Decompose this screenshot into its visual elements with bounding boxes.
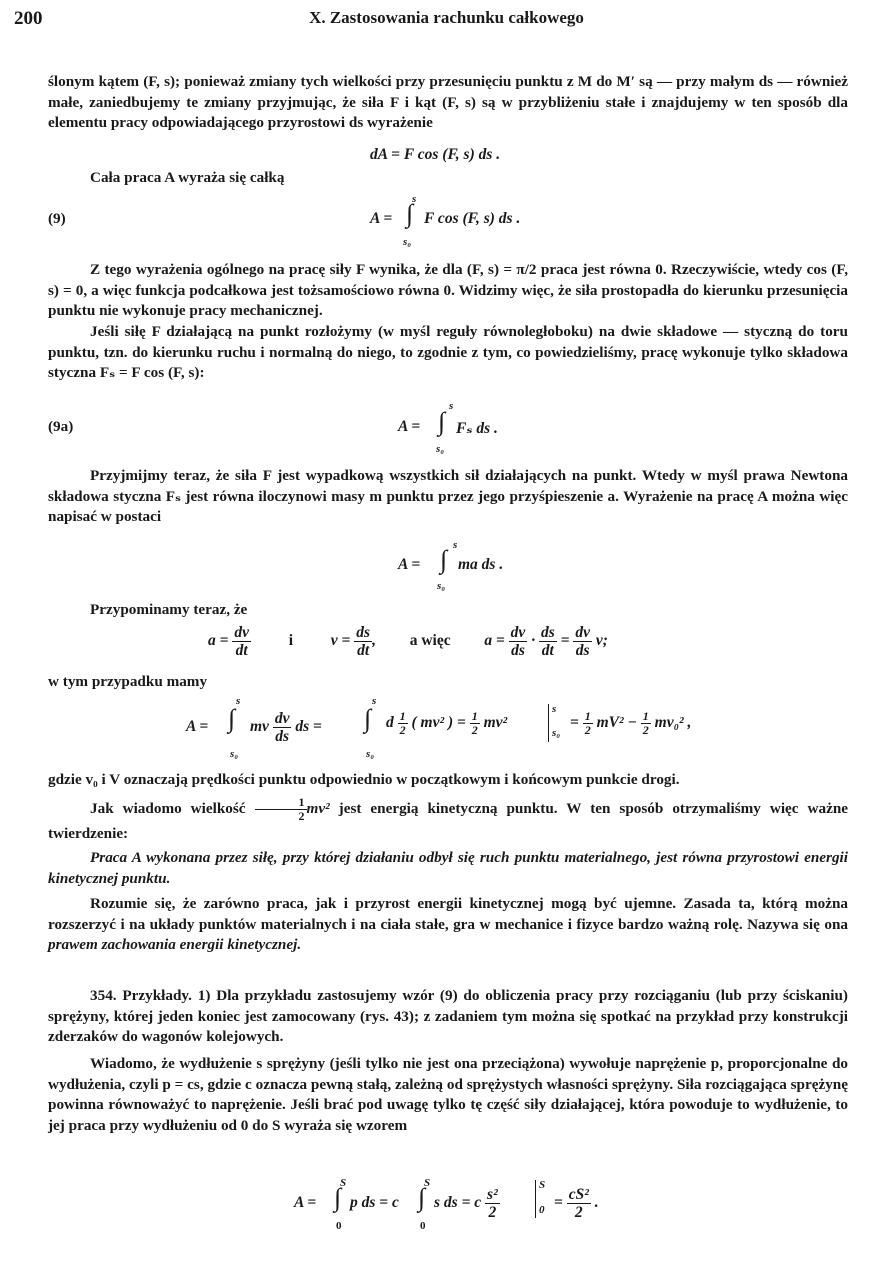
big-eq-part3: = $\frac{1}{2}$ mV² − $\frac{1}{2}$ mv₀² , (570, 709, 692, 737)
spring-eval-upper: S (539, 1179, 546, 1191)
big-int1-upper: s (236, 695, 241, 707)
equation-9a-label: (9a) (48, 418, 74, 435)
spring-int1-sign: ∫ (334, 1183, 342, 1212)
paragraph-7: w tym przypadku mamy (48, 673, 208, 690)
spring-part2: s ds = c $\frac{\text{s²}}{2}$ (434, 1186, 498, 1221)
spring-A-left: A = (294, 1194, 317, 1211)
eq9-body: F cos (F, s) ds . (424, 210, 521, 227)
equation-dA: dA = F cos (F, s) ds . (370, 146, 501, 163)
eq-ma-integral-sign: ∫ (440, 545, 448, 574)
frac-dv-dt: $\frac{dv}{dt}$ (234, 624, 249, 659)
spring-part3: = $\frac{\text{cS²}}{2}$ . (554, 1186, 599, 1221)
paragraph-8: gdzie v₀ i V oznaczają prędkości punktu odpowiednio w początkowym i końcowym punkcie drogi. (48, 771, 680, 788)
frac-half-3: $\frac{1}{2}$ (584, 709, 591, 737)
principle-name: prawem zachowania energii kinetycznej. (48, 936, 302, 953)
eq-v-lhs: v = (330, 632, 351, 650)
frac-half-1: $\frac{1}{2}$ (399, 709, 406, 737)
evaluation-bar (548, 704, 549, 742)
frac-ds-dt-2: $\frac{ds}{dt}$ (540, 624, 555, 659)
frac-half-4: $\frac{1}{2}$ (642, 709, 649, 737)
eq-derivatives: a = $\frac{dv}{dt}$ i v = $\frac{ds}{dt}$ , a więc a = $\frac{dv}{ds}$ · $\frac{ds}{dt}$ = $\frac{dv}{ds}$ v; (208, 624, 608, 659)
eq9a-body: Fₛ ds . (456, 420, 498, 437)
eq9-left: A = (370, 210, 393, 227)
spring-int2-sign: ∫ (418, 1183, 426, 1212)
frac-half-2: $\frac{1}{2}$ (471, 709, 478, 737)
frac-dv-ds-3: $\frac{dv}{ds}$ (274, 710, 290, 745)
running-title: X. Zastosowania rachunku całkowego (309, 8, 584, 27)
eq9a-integral-sign: ∫ (438, 407, 446, 436)
eq9-upper-limit: s (412, 193, 417, 205)
spring-eval-lower: 0 (539, 1204, 545, 1216)
paragraph-11: Rozumie się, że zarówno praca, jak i przyrost energii kinetycznej mogą być ujemne. Zasada ta, którą można rozszerzyć i na układy punktów materialnych i na ciała stałe, gra w mechanice i fizyce bardzo ważną rolę. Nazywa się ona prawem zachowania energii kinetycznej. (48, 895, 848, 953)
eq9-integral-sign: ∫ (406, 199, 414, 228)
spring-int2-upper: S (424, 1177, 431, 1189)
eq-a-lhs: a = (208, 632, 229, 650)
eq-ma-left: A = (398, 556, 421, 573)
eq9a-lower-limit: s₀ (436, 443, 445, 455)
big-int2-sign: ∫ (364, 704, 372, 733)
spring-part1: p ds = c (350, 1194, 399, 1211)
page-number: 200 (14, 8, 43, 29)
eval-upper: s (552, 703, 557, 715)
frac-dv-ds: $\frac{dv}{ds}$ (510, 624, 526, 659)
frac-s2-2: $\frac{\text{s²}}{2}$ (487, 1186, 498, 1221)
big-int1-sign: ∫ (228, 704, 236, 733)
paragraph-4: Jeśli siłę F działającą na punkt rozłożymy (w myśl reguły równoległoboku) na dwie składowe — styczną do toru punktu, tzn. do kierunku ruchu i normalną do niego, to zgodnie z tym, co powiedzieliśmy, pracę wykonuje tylko składowa styczna Fₛ = F cos (F, s): (48, 323, 848, 381)
eq9a-upper-limit: s (449, 400, 454, 412)
spring-int1-upper: S (340, 1177, 347, 1189)
eq9-lower-limit: s₀ (403, 236, 412, 248)
paragraph-9: Jak wiadomo wielkość $\frac{1}{2}$ mv² jest energią kinetyczną punktu. W ten sposób otrzymaliśmy więc ważne twierdzenie: (48, 795, 849, 842)
eq-ma-upper-limit: s (453, 539, 458, 551)
paragraph-1: ślonym kątem (F, s); ponieważ zmiany tych wielkości przy przesunięciu punktu z M do M′ są — przy małym ds — również małe, zaniedbujemy te zmiany przyjmując, że siła F i kąt (F, s) są w przybliżeniu stałe i znajdujemy w ten sposób dla elementu pracy odpowiadającego przyrostowi ds wyrażenie (48, 73, 848, 131)
equation-9-label: (9) (48, 210, 66, 227)
spring-int1-lower: 0 (336, 1220, 342, 1232)
eq-ma-lower-limit: s₀ (437, 580, 446, 592)
eq9a-left: A = (398, 418, 421, 435)
big-int2-upper: s (372, 695, 377, 707)
paragraph-3: Z tego wyrażenia ogólnego na pracę siły F wynika, że dla (F, s) = π/2 praca jest równa 0. Rzeczywiście, wtedy cos (F, s) = 0, a więc funkcja podcałkowa jest tożsamościowo równa 0. Widzimy więc, że siła prostopadła do kierunku przesunięcia punktu nie wykonuje pracy mechanicznej. (48, 261, 848, 319)
spring-eval-bar (535, 1180, 536, 1218)
paragraph-6: Przypominamy teraz, że (90, 601, 248, 618)
eq-ma-body: ma ds . (458, 556, 504, 573)
frac-dv-ds-2: $\frac{dv}{ds}$ (575, 624, 590, 659)
big-int2-lower: s₀ (366, 748, 375, 760)
frac-cS2-2: $\frac{\text{cS²}}{2}$ (568, 1186, 589, 1221)
paragraph-13: Wiadomo, że wydłużenie s sprężyny (jeśli tylko nie jest ona przeciążona) wywołuje naprężenie p, proporcjonalne do wydłużenia, czyli p = cs, gdzie c oznacza pewną stałą, zależną od sprężystych własności sprężyny. Siła rozciągająca sprężynę powinna równoważyć to naprężenie. Jeśli brać pod uwagę tylko tę część siły działającej, która powoduje to wydłużenie, to jej praca przy wydłużeniu od 0 do S wyraża się wzorem (48, 1055, 848, 1134)
big-int1-lower: s₀ (230, 748, 239, 760)
paragraph-5: Przyjmijmy teraz, że siła F jest wypadkową wszystkich sił działających na punkt. Wtedy w myśl prawa Newtona składowa styczna Fₛ jest równa iloczynowi masy m punktu przez jego przyśpieszenie a. Wyrażenie na pracę A można więc napisać w postaci (48, 467, 848, 525)
big-eq-part2: d $\frac{1}{2}$ ( mv² ) = $\frac{1}{2}$ mv² (386, 709, 508, 737)
spring-int2-lower: 0 (420, 1220, 426, 1232)
paragraph-examples: 354. Przykłady. 1) Dla przykładu zastosujemy wzór (9) do obliczenia pracy przy rozciąganiu (lub przy ściskaniu) sprężyny, której jeden koniec jest zamocowany (rys. 43); z zadaniem tym można się spotkać na przykład przy konstrukcji zderzaków do wagonów kolejowych. (48, 987, 848, 1045)
big-A-left: A = (186, 718, 209, 735)
theorem-statement: Praca A wykonana przez siłę, przy której działaniu odbył się ruch punktu materialnego, jest równa przyrostowi energii kinetycznej punktu. (48, 849, 848, 887)
eval-lower: s₀ (552, 727, 561, 739)
frac-ds-dt: $\frac{ds}{dt}$ (356, 624, 371, 659)
eq-a2-lhs: a = (484, 632, 505, 650)
paragraph-2: Cała praca A wyraża się całką (90, 169, 285, 186)
eq-a-wiec: a więc (409, 632, 451, 650)
big-eq-part1: mv $\frac{dv}{ds}$ ds = (250, 710, 322, 745)
frac-half-5: $\frac{1}{2}$ (255, 796, 307, 823)
section-354-heading: 354. Przykłady. (90, 987, 192, 1004)
eq-conj-i: i (288, 632, 294, 650)
